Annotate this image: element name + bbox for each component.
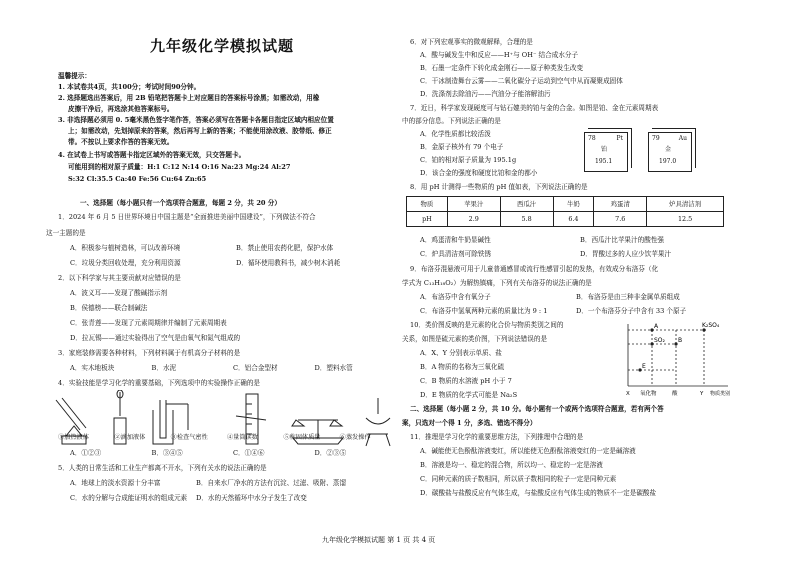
sulfur-valence-chart (616, 320, 732, 400)
option[interactable]: C．铂的相对原子质量为 195.1g (420, 156, 517, 164)
element-name: 铂 (601, 146, 608, 153)
option[interactable]: D．碳酸盐与盐酸反应有气体生成，与盐酸反应有气体生成的物质不一定是碳酸盐 (420, 489, 657, 497)
x-tick: 氧化物 (640, 391, 657, 397)
notice-item: 4. 在试卷上书写或答题卡指定区域外的答案无效，只交答题卡。 (58, 151, 246, 159)
table-cell: 牛奶 (553, 197, 594, 212)
option[interactable]: A．布洛芬中含有氧分子 (420, 293, 491, 301)
q9-options (420, 307, 734, 316)
x-axis-label: 物质类别 (710, 391, 731, 397)
table-cell: 7.6 (594, 212, 647, 227)
option[interactable]: A．①②③ (70, 449, 102, 457)
q9-options (420, 293, 734, 302)
table-cell: 2.9 (447, 212, 500, 227)
atomic-mass: 197.0 (659, 158, 677, 165)
option[interactable]: A．实木地板块 (70, 364, 115, 372)
option[interactable]: B．禁止使用农药化肥，保护水体 (236, 244, 334, 252)
option[interactable]: B．金原子核外有 79 个电子 (420, 143, 504, 151)
q8-options (420, 236, 734, 245)
option[interactable]: C．B 物质的水溶液 pH 小于 7 (420, 377, 512, 385)
notice-item: 1. 本试卷共4页，共100分；考试时间90分钟。 (58, 83, 201, 91)
test-tube-icon (56, 400, 80, 430)
q4-figure-labels (58, 434, 396, 442)
atomic-mass-line: 可能用到的相对原子质量：H:1 C:12 N:14 O:16 Na:23 Mg:24 Al:27 (68, 163, 291, 171)
q8-stem: 8．用 pH 计测得一些物质的 pH 值如表，下列说法正确的是 (410, 183, 588, 191)
option[interactable]: D．拉瓦锡——通过实验得出了空气是由氧气和氮气组成的 (70, 334, 241, 342)
atomic-mass: 195.1 (595, 158, 613, 165)
notice-item: 上；如需改动，先划掉原来的答案，然后再写上新的答案；不能使用涂改液、胶带纸、修正 (68, 127, 332, 135)
option[interactable]: B．自来水厂净水的方法有沉淀、过滤、吸附、蒸馏 (196, 479, 346, 487)
option[interactable]: B．侯德榜——联合制碱法 (70, 304, 148, 312)
q7-stem: 中的部分信息。下列说法正确的是 (402, 117, 501, 125)
q4-options (70, 449, 396, 458)
q1-options (70, 259, 396, 268)
option[interactable]: D．洗涤剂去除油污——汽油分子能溶解油污 (420, 90, 551, 98)
table-row (407, 212, 724, 227)
exam-title: 九年级化学模拟试题 (150, 37, 295, 55)
q2-stem: 2．以下科学家与其主要贡献对应错误的是 (58, 274, 181, 282)
q9-stem: 学式为 C₁₃H₁₈O₂）为解热镇痛，下列有关布洛芬的说法正确的是 (402, 279, 592, 287)
table-cell: 物质 (407, 197, 448, 212)
table-cell: 5.8 (500, 212, 553, 227)
element-tile-au (648, 132, 692, 172)
q1-stem: 这一主题的是 (46, 229, 86, 237)
q3-options (70, 364, 396, 373)
notice-heading: 温馨提示： (58, 72, 91, 80)
option[interactable]: C．炉具清洁剂可除铁锈 (420, 250, 491, 258)
option[interactable]: B．③④⑤ (151, 449, 183, 457)
option[interactable]: A．地球上的淡水资源十分丰富 (70, 479, 161, 487)
section2-heading: 二、选择题（每小题 2 分，共 10 分。每小题有一个或两个选项符合题意，若有两个答 (410, 405, 664, 413)
option[interactable]: B．西瓜汁比苹果汁的酸性强 (580, 236, 664, 244)
q7-stem: 7．近日，科学家发现硬度可与钻石媲美的铂与金的合金。如图是铂、金在元素周期表 (410, 104, 659, 112)
option[interactable]: C．铝合金型材 (233, 364, 278, 372)
atomic-number: 79 (652, 135, 660, 142)
option[interactable]: D．该合金的强度和硬度比铂和金的都小 (420, 169, 538, 177)
option[interactable]: D．E 物质的化学式可能是 Na₂S (420, 391, 518, 399)
option[interactable]: A．积极参与植树造林，可以改善环境 (70, 244, 181, 252)
x-tick: 酸 (672, 391, 678, 397)
chart-label: K₂SO₄ (702, 322, 720, 329)
option[interactable]: B．A 物质的名称为三氧化硫 (420, 363, 505, 371)
figure-label: ⑥蒸发操作 (339, 434, 371, 441)
option[interactable]: D．胃酸过多的人应少饮苹果汁 (580, 250, 672, 258)
option[interactable]: D．②③⑤ (314, 449, 347, 457)
q10-stem: 关系，如图是硫元素的类价图，下列说法错误的是 (402, 335, 548, 343)
table-cell: 炉具清洁剂 (647, 197, 724, 212)
option[interactable]: D．循环使用教科书，减少树木消耗 (236, 259, 341, 267)
q8-options (420, 250, 734, 259)
notice-item: 带。不按以上要求作答的答案无效。 (68, 138, 174, 146)
table-cell: 鸡蛋清 (594, 197, 647, 212)
figure-label: ⑤称固体质量 (283, 434, 321, 441)
option[interactable]: C．干冰制造舞台云雾——二氧化碳分子运动到空气中从而凝聚成固体 (420, 77, 623, 85)
option[interactable]: B．石墨一定条件下转化成金刚石——原子种类发生改变 (420, 64, 584, 72)
notice-item: 2. 选择题选出答案后，用 2B 铅笔把答题卡上对应题目的答案标号涂黑；如需改动，用橡 (58, 94, 320, 102)
evaporating-dish-icon (366, 418, 390, 424)
option[interactable]: A．化学性质都比较活泼 (420, 130, 491, 138)
option[interactable]: A．鸡蛋清和牛奶显碱性 (420, 236, 491, 244)
notice-item: 3. 非选择题必须用 0. 5毫米黑色签字笔作答，答案必须写在答题卡各题目指定区域内相应位置 (58, 116, 334, 124)
q6-stem: 6．对下列宏观事实的微观解释，合理的是 (410, 38, 533, 46)
chart-label: A (654, 323, 659, 330)
option[interactable]: C．①④⑥ (233, 449, 265, 457)
q5-options (70, 479, 396, 488)
q3-stem: 3．家庭装修需要各种材料，下列材料属于有机高分子材料的是 (58, 349, 241, 357)
option[interactable]: D．塑料水管 (314, 364, 353, 372)
option[interactable]: A．波义耳——发现了酸碱指示剂 (70, 289, 168, 297)
option[interactable]: D．一个布洛芬分子中含有 33 个原子 (576, 307, 687, 315)
chart-label: E (642, 363, 646, 370)
chart-label: SO₂ (654, 337, 665, 344)
q1-stem: 1．2024 年 6 月 5 日世界环境日中国主题是“全面推进美丽中国建设”，下列做法不符合 (58, 213, 316, 221)
option[interactable]: C．垃圾分类回收处理，充分利用资源 (70, 259, 181, 267)
table-row (407, 197, 724, 212)
element-tile-pt (584, 132, 628, 172)
q4-stem: 4．实验技能是学习化学的重要基础，下列选项中的实验操作正确的是 (58, 379, 261, 387)
q11-stem: 11．推理是学习化学的重要思维方法，下列推理中合理的是 (410, 433, 584, 441)
q1-options (70, 244, 396, 253)
atomic-mass-line: S:32 Cl:35.5 Ca:40 Fe:56 Cu:64 Zn:65 (68, 175, 207, 183)
q5-stem: 5．人类的日常生活和工业生产都离不开水，下列有关水的说法正确的是 (58, 464, 267, 472)
element-symbol: Au (678, 135, 687, 142)
section1-heading: 一、选择题（每小题只有一个选项符合题意，每题 2 分，共 20 分） (80, 199, 281, 207)
figure-label: ②滴加液体 (114, 434, 146, 441)
option[interactable]: C．同种元素的质子数相同，所以质子数相同的粒子一定是同种元素 (420, 475, 617, 483)
option[interactable]: B．水泥 (151, 364, 177, 372)
option[interactable]: B．溶液是均一、稳定的混合物，所以均一、稳定的一定是溶液 (420, 461, 603, 469)
ph-table (406, 196, 724, 227)
q9-stem: 9．布洛芬混悬液可用于儿童普通感冒或流行性感冒引起的发热，有效成分布洛芬（化 (410, 265, 659, 273)
table-cell: 6.4 (553, 212, 594, 227)
option[interactable]: A．酸与碱发生中和反应——H⁺与 OH⁻ 结合成水分子 (420, 51, 579, 59)
page-footer: 九年级化学模拟试题 第 1 页 共 4 页 (322, 536, 436, 544)
chart-label: B (678, 337, 683, 344)
figure-label: ③检查气密性 (170, 434, 208, 441)
element-symbol: Pt (616, 135, 623, 142)
option[interactable]: A．X、Y 分别表示单质、盐 (420, 349, 502, 357)
q10-stem: 10．类价图反映的是元素的化合价与物质类别之间的 (410, 321, 564, 329)
option[interactable]: C．布洛芬中氢氧两种元素的质量比为 9 : 1 (420, 307, 548, 315)
section2-heading: 案，只选对一个得 1 分，多选、错选不得分） (402, 419, 537, 427)
q5-options (70, 494, 396, 503)
x-tick: Y (700, 391, 704, 397)
option[interactable]: A．碱能使无色酚酞溶液变红，所以能使无色酚酞溶液变红的一定是碱溶液 (420, 447, 636, 455)
notice-item: 皮擦干净后，再选涂其他答案标号。 (68, 105, 174, 113)
option[interactable]: C．张青莲——发现了元素周期律并编制了元素周期表 (70, 319, 227, 327)
element-name: 金 (665, 146, 672, 153)
atomic-number: 78 (588, 135, 596, 142)
table-cell: pH (407, 212, 448, 227)
table-cell: 西瓜汁 (500, 197, 553, 212)
option[interactable]: C．水的分解与合成能证明水的组成元素 (70, 494, 188, 502)
figure-label: ①加热液体 (58, 434, 89, 441)
option[interactable]: D．水的天然循环中水分子发生了改变 (196, 494, 307, 502)
x-tick: X (626, 391, 630, 397)
figure-label: ④量筒读数 (226, 434, 258, 441)
table-cell: 苹果汁 (447, 197, 500, 212)
table-cell: 12.5 (647, 212, 724, 227)
option[interactable]: B．布洛芬是由三种非金属单质组成 (576, 293, 680, 301)
